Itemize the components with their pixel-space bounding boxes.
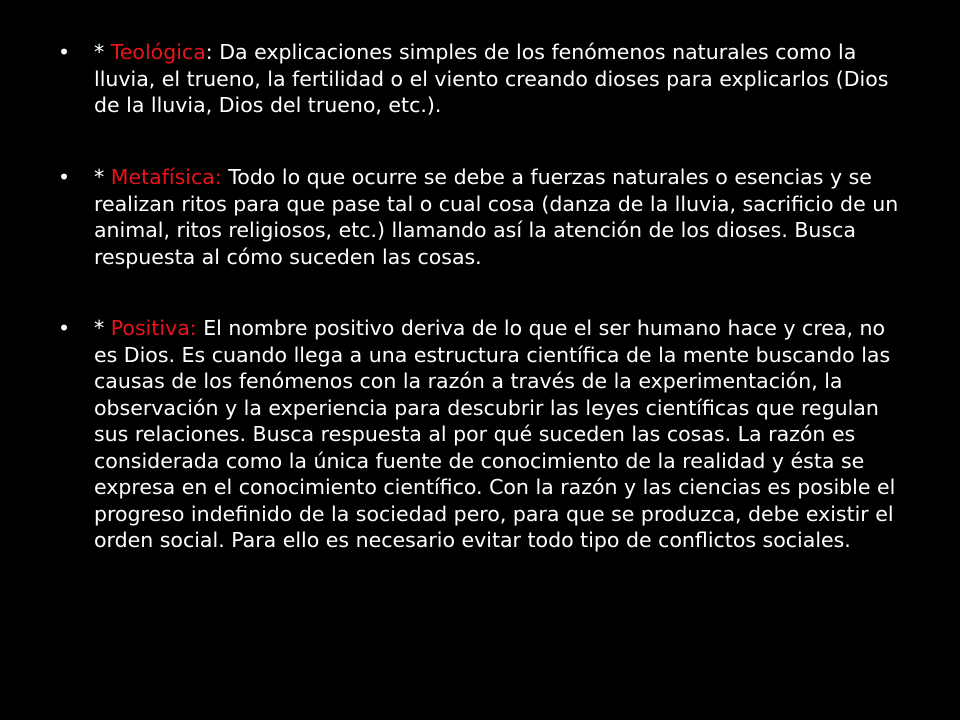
- bullet-prefix: *: [94, 40, 111, 64]
- bullet-dot-icon: •: [58, 165, 71, 189]
- bullet-body: El nombre positivo deriva de lo que el ser humano hace y crea, no es Dios. Es cuando llega a una estructura científica de la mente buscando las causas de los fenómenos con la razón a través de la experimentación, la observación y la experiencia para descubrir las leyes científicas que regulan sus relaciones. Busca respuesta al por qué suceden las cosas. La razón es considerada como la única fuente de conocimiento de la realidad y ésta se expresa en el conocimiento científico. Con la razón y las ciencias es posible el progreso indefinido de la sociedad pero, para que se produzca, debe existir el orden social. Para ello es necesario evitar todo tipo de conflictos sociales.: [94, 316, 896, 552]
- bullet-prefix: *: [94, 165, 111, 189]
- bullet-dot-icon: •: [58, 40, 71, 64]
- bullet-dot-icon: •: [58, 316, 71, 340]
- term-separator: :: [205, 40, 213, 64]
- bullet-body: Da explicaciones simples de los fenómenos naturales como la lluvia, el trueno, la fertilidad o el viento creando dioses para explicarlos (Dios de la lluvia, Dios del trueno, etc.).: [94, 40, 889, 117]
- bullet-item-metafisica: [58, 164, 914, 270]
- bullet-item-teologica: [58, 39, 914, 119]
- bullet-body: Todo lo que ocurre se debe a fuerzas naturales o esencias y se realizan ritos para que pase tal o cual cosa (danza de la lluvia, sacrificio de un animal, ritos religiosos, etc.) llamando así la atención de los dioses. Busca respuesta al cómo suceden las cosas.: [94, 165, 899, 269]
- term-teologica: Teológica: [110, 40, 206, 64]
- term-metafisica: Metafísica:: [110, 165, 222, 189]
- bullet-prefix: *: [94, 316, 111, 340]
- term-positiva: Positiva:: [110, 316, 197, 340]
- bullet-item-positiva: [58, 315, 914, 554]
